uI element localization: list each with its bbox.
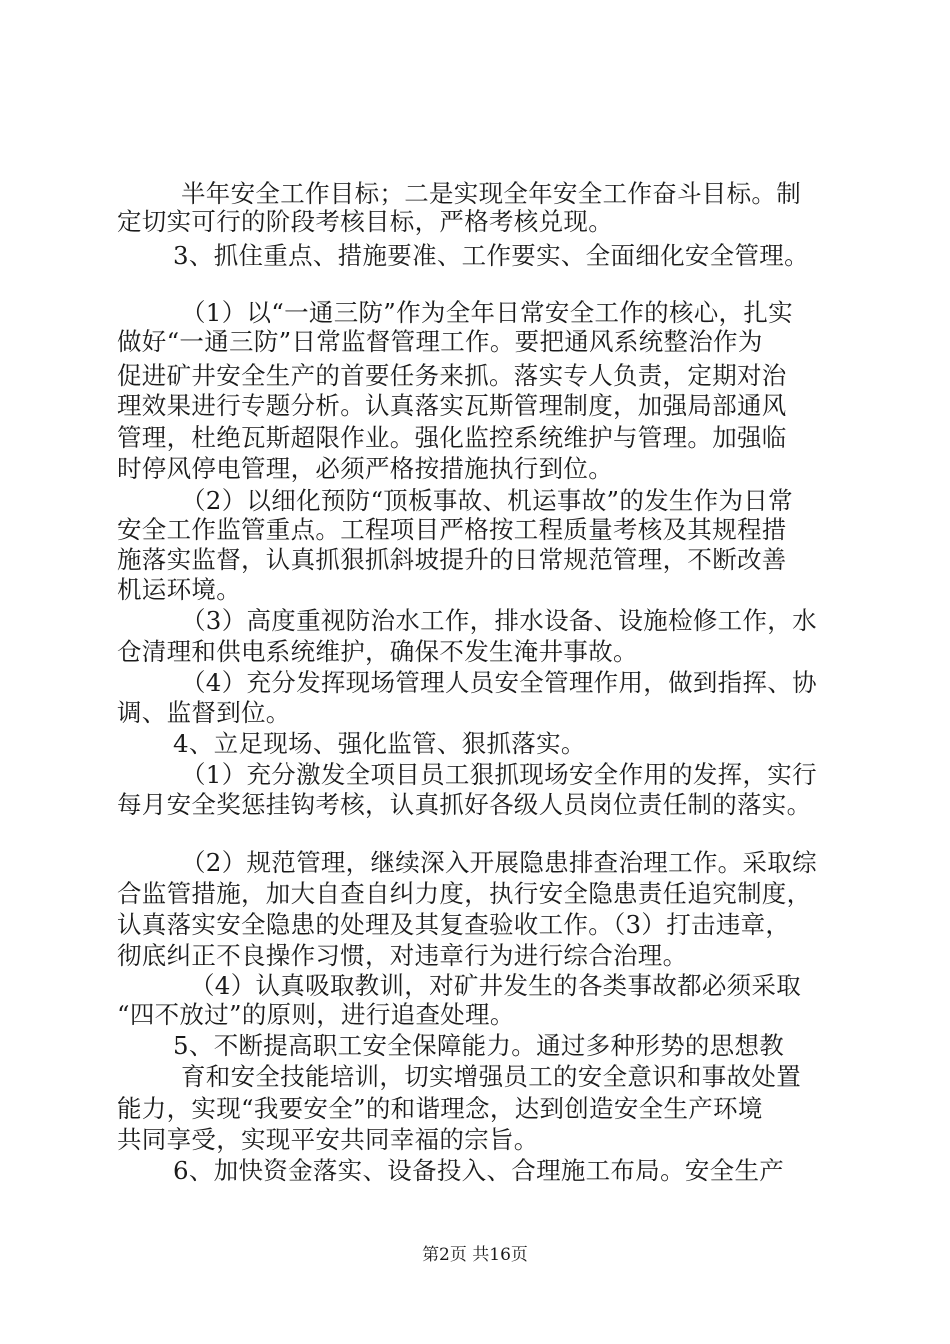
text-line: 管理，杜绝瓦斯超限作业。强化监控系统维护与管理。加强临 (117, 423, 787, 452)
section-heading-5: 5、不断提高职工安全保障能力。通过多种形势的思想教 (173, 1031, 785, 1060)
text-line: 半年安全工作目标；二是实现全年安全工作奋斗目标。制 (181, 179, 801, 208)
text-line: （4）充分发挥现场管理人员安全管理作用，做到指挥、协 (181, 668, 817, 697)
text-line: 促进矿井安全生产的首要任务来抓。落实专人负责，定期对治 (117, 361, 787, 390)
text-line: （4）认真吸取教训，对矿井发生的各类事故都必须采取 (190, 971, 802, 1000)
text-line: （2）以细化预防“顶板事故、机运事故”的发生作为日常 (181, 486, 793, 515)
text-line: 能力，实现“我要安全”的和谐理念，达到创造安全生产环境 (117, 1094, 763, 1123)
text-line: 做好“一通三防”日常监督管理工作。要把通风系统整治作为 (117, 327, 763, 356)
text-line: 育和安全技能培训，切实增强员工的安全意识和事故处置 (181, 1062, 801, 1091)
text-line: 理效果进行专题分析。认真落实瓦斯管理制度，加强局部通风 (117, 391, 787, 420)
section-heading-3: 3、抓住重点、措施要准、工作要实、全面细化安全管理。 (173, 241, 809, 270)
text-line: 每月安全奖惩挂钩考核，认真抓好各级人员岗位责任制的落实。 (117, 790, 812, 819)
section-heading-4: 4、立足现场、强化监管、狠抓落实。 (173, 729, 586, 758)
text-line: 仓清理和供电系统维护，确保不发生淹井事故。 (117, 637, 638, 666)
page-number-footer: 第2页 共16页 (422, 1245, 528, 1265)
text-line: 共同享受，实现平安共同幸福的宗旨。 (117, 1125, 539, 1154)
text-line: 时停风停电管理，必须严格按措施执行到位。 (117, 454, 613, 483)
text-line: 定切实可行的阶段考核目标，严格考核兑现。 (117, 207, 613, 236)
text-line: （1）以“一通三防”作为全年日常安全工作的核心，扎实 (181, 298, 793, 327)
text-line: 认真落实安全隐患的处理及其复查验收工作。（3）打击违章， (117, 910, 791, 939)
text-line: 合监管措施，加大自查自纠力度，执行安全隐患责任追究制度， (117, 879, 812, 908)
text-line: 机运环境。 (117, 575, 241, 604)
text-line: （3）高度重视防治水工作，排水设备、设施检修工作，水 (181, 606, 817, 635)
text-line: （1）充分激发全项目员工狠抓现场安全作用的发挥，实行 (181, 760, 817, 789)
text-line: 彻底纠正不良操作习惯，对违章行为进行综合治理。 (117, 941, 688, 970)
text-line: 调、监督到位。 (117, 698, 291, 727)
text-line: 安全工作监管重点。工程项目严格按工程质量考核及其规程措 (117, 515, 787, 544)
text-line: （2）规范管理，继续深入开展隐患排查治理工作。采取综 (181, 848, 817, 877)
text-line: 施落实监督，认真抓狠抓斜坡提升的日常规范管理，不断改善 (117, 545, 787, 574)
text-line: “四不放过”的原则，进行追查处理。 (117, 1000, 515, 1029)
section-heading-6: 6、加快资金落实、设备投入、合理施工布局。安全生产 (173, 1156, 785, 1185)
